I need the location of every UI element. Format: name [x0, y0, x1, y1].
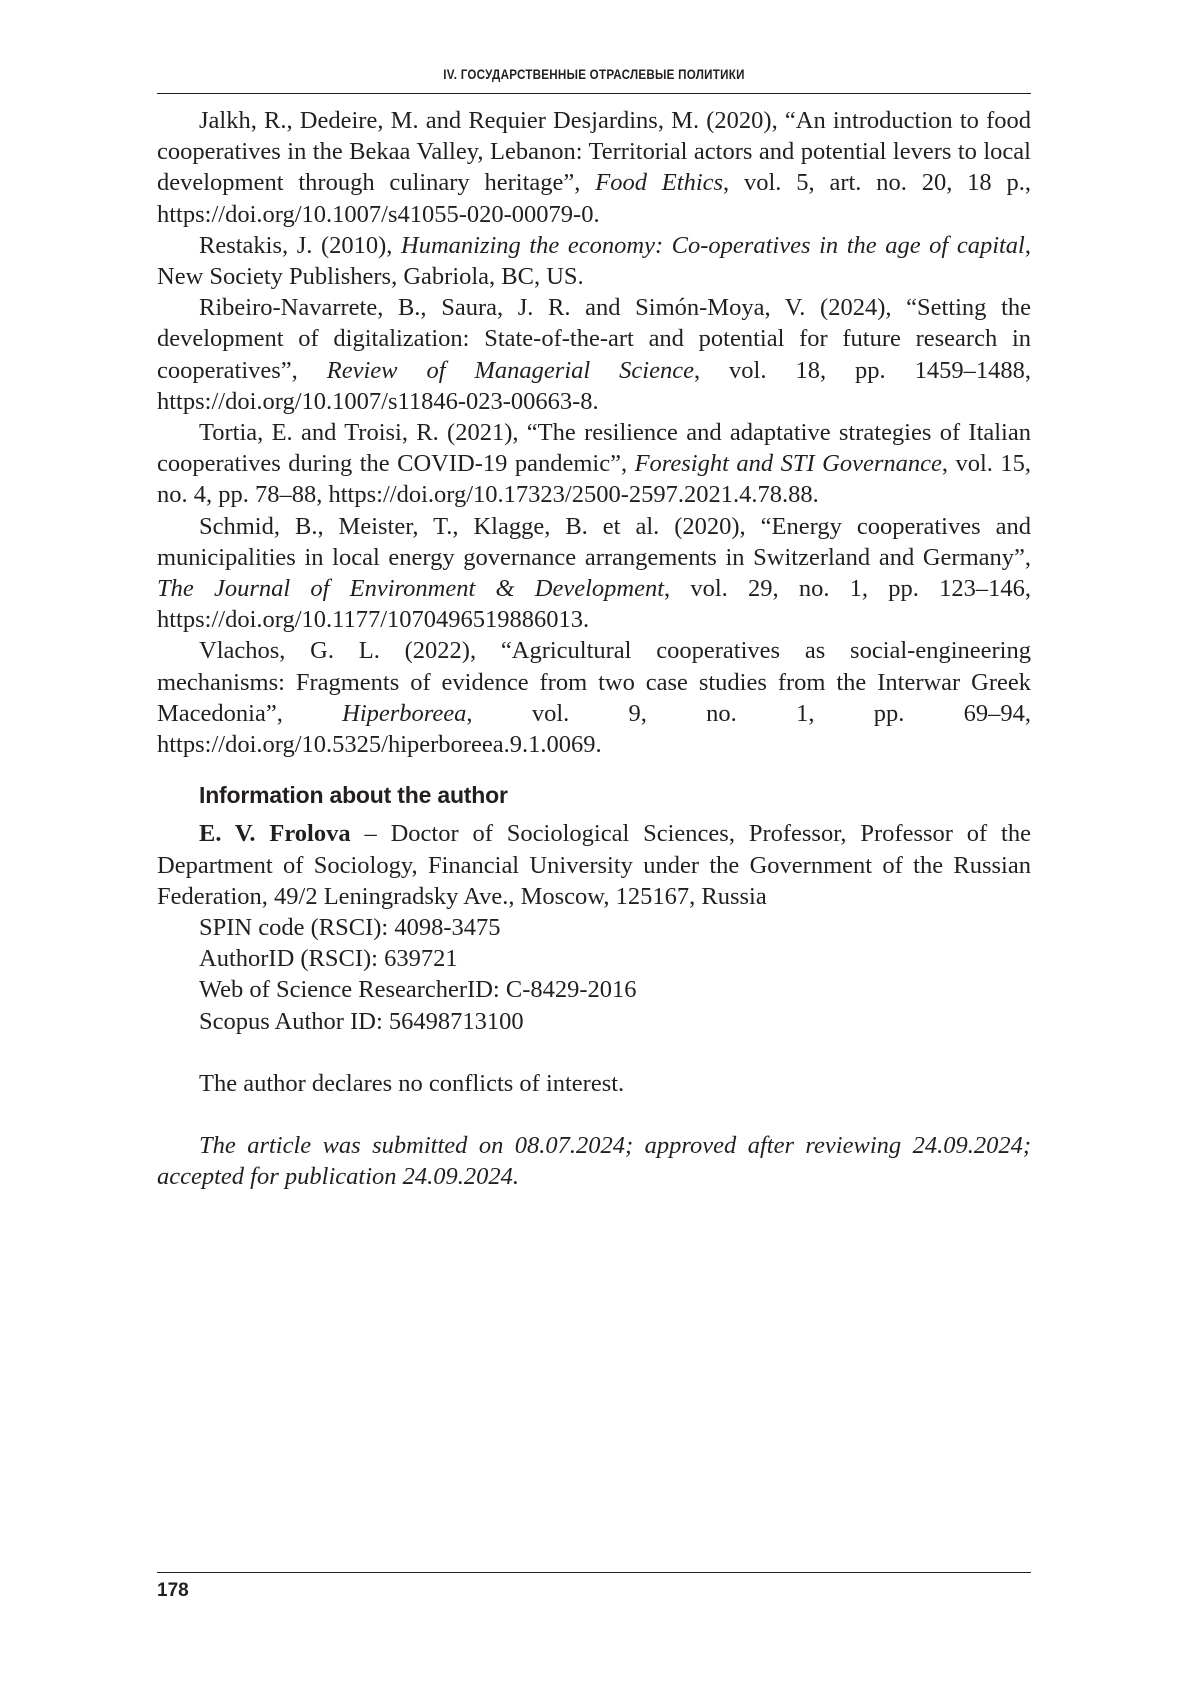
author-scopus-id: Scopus Author ID: 56498713100 [157, 1006, 1031, 1037]
spacer [157, 1099, 1031, 1130]
submission-note: The article was submitted on 08.07.2024; approved after reviewing 24.09.2024; accepted for publication 24.09.2024. [157, 1130, 1031, 1192]
author-info-heading: Information about the author [157, 780, 1031, 811]
journal-title: The Journal of Environment & Development [157, 575, 664, 602]
reference-item: Tortia, E. and Troisi, R. (2021), “The resilience and adaptative strategies of Italian cooperatives during the COVID-19 pandemic”, Foresight and STI Governance, vol. 15, no. 4, pp. 78–88, https://doi.org/10.17323/2500-2597.2021.4.78.88. [157, 417, 1031, 511]
book-title: Humanizing the economy: Co-operatives in the age of capital [401, 232, 1025, 259]
author-spin-code: SPIN code (RSCI): 4098-3475 [157, 912, 1031, 943]
conflict-statement: The author declares no conflicts of interest. [157, 1068, 1031, 1099]
journal-title: Hiperboreea [342, 700, 466, 727]
running-header: IV. ГОСУДАРСТВЕННЫЕ ОТРАСЛЕВЫЕ ПОЛИТИКИ [218, 67, 970, 82]
reference-item: Schmid, B., Meister, T., Klagge, B. et al. (2020), “Energy cooperatives and municipalities in local energy governance arrangements in Switzerland and Germany”, The Journal of Environment & Development, vol. 29, no. 1, pp. 123–146, https://doi.org/10.1177/1070496519886013. [157, 511, 1031, 636]
author-name: E. V. Frolova [199, 820, 351, 847]
header-rule [157, 93, 1031, 94]
page-number: 178 [157, 1580, 189, 1602]
reference-item: Restakis, J. (2010), Humanizing the economy: Co-operatives in the age of capital, New Society Publishers, Gabriola, BC, US. [157, 230, 1031, 292]
spacer [157, 1037, 1031, 1068]
article-body [157, 105, 1031, 1193]
reference-item: Vlachos, G. L. (2022), “Agricultural cooperatives as social-engineering mechanisms: Fragments of evidence from two case studies from the Interwar Greek Macedonia”, Hiperboreea, vol. 9, no. 1, pp. 69–94, https://doi.org/10.5325/hiperboreea.9.1.0069. [157, 635, 1031, 760]
author-wos-id: Web of Science ResearcherID: C-8429-2016 [157, 974, 1031, 1005]
footer-rule [157, 1572, 1031, 1573]
reference-item: Ribeiro-Navarrete, B., Saura, J. R. and Simón-Moya, V. (2024), “Setting the development of digitalization: State-of-the-art and potential for future research in cooperatives”, Review of Managerial Science, vol. 18, pp. 1459–1488, https://doi.org/10.1007/s11846-023-00663-8. [157, 292, 1031, 417]
journal-page [0, 0, 1200, 1694]
journal-title: Foresight and STI Governance [635, 450, 942, 477]
author-rsci-id: AuthorID (RSCI): 639721 [157, 943, 1031, 974]
author-description: E. V. Frolova – Doctor of Sociological Sciences, Professor, Professor of the Department of Sociology, Financial University under the Government of the Russian Federation, 49/2 Leningradsky Ave., Moscow, 125167, Russia [157, 818, 1031, 912]
journal-title: Food Ethics [595, 169, 723, 196]
reference-item: Jalkh, R., Dedeire, M. and Requier Desjardins, M. (2020), “An introduction to food cooperatives in the Bekaa Valley, Lebanon: Territorial actors and potential levers to local development through culinary heritage”, Food Ethics, vol. 5, art. no. 20, 18 p., https://doi.org/10.1007/s41055-020-00079-0. [157, 105, 1031, 230]
reference-list [157, 105, 1031, 760]
journal-title: Review of Managerial Science [327, 357, 694, 384]
